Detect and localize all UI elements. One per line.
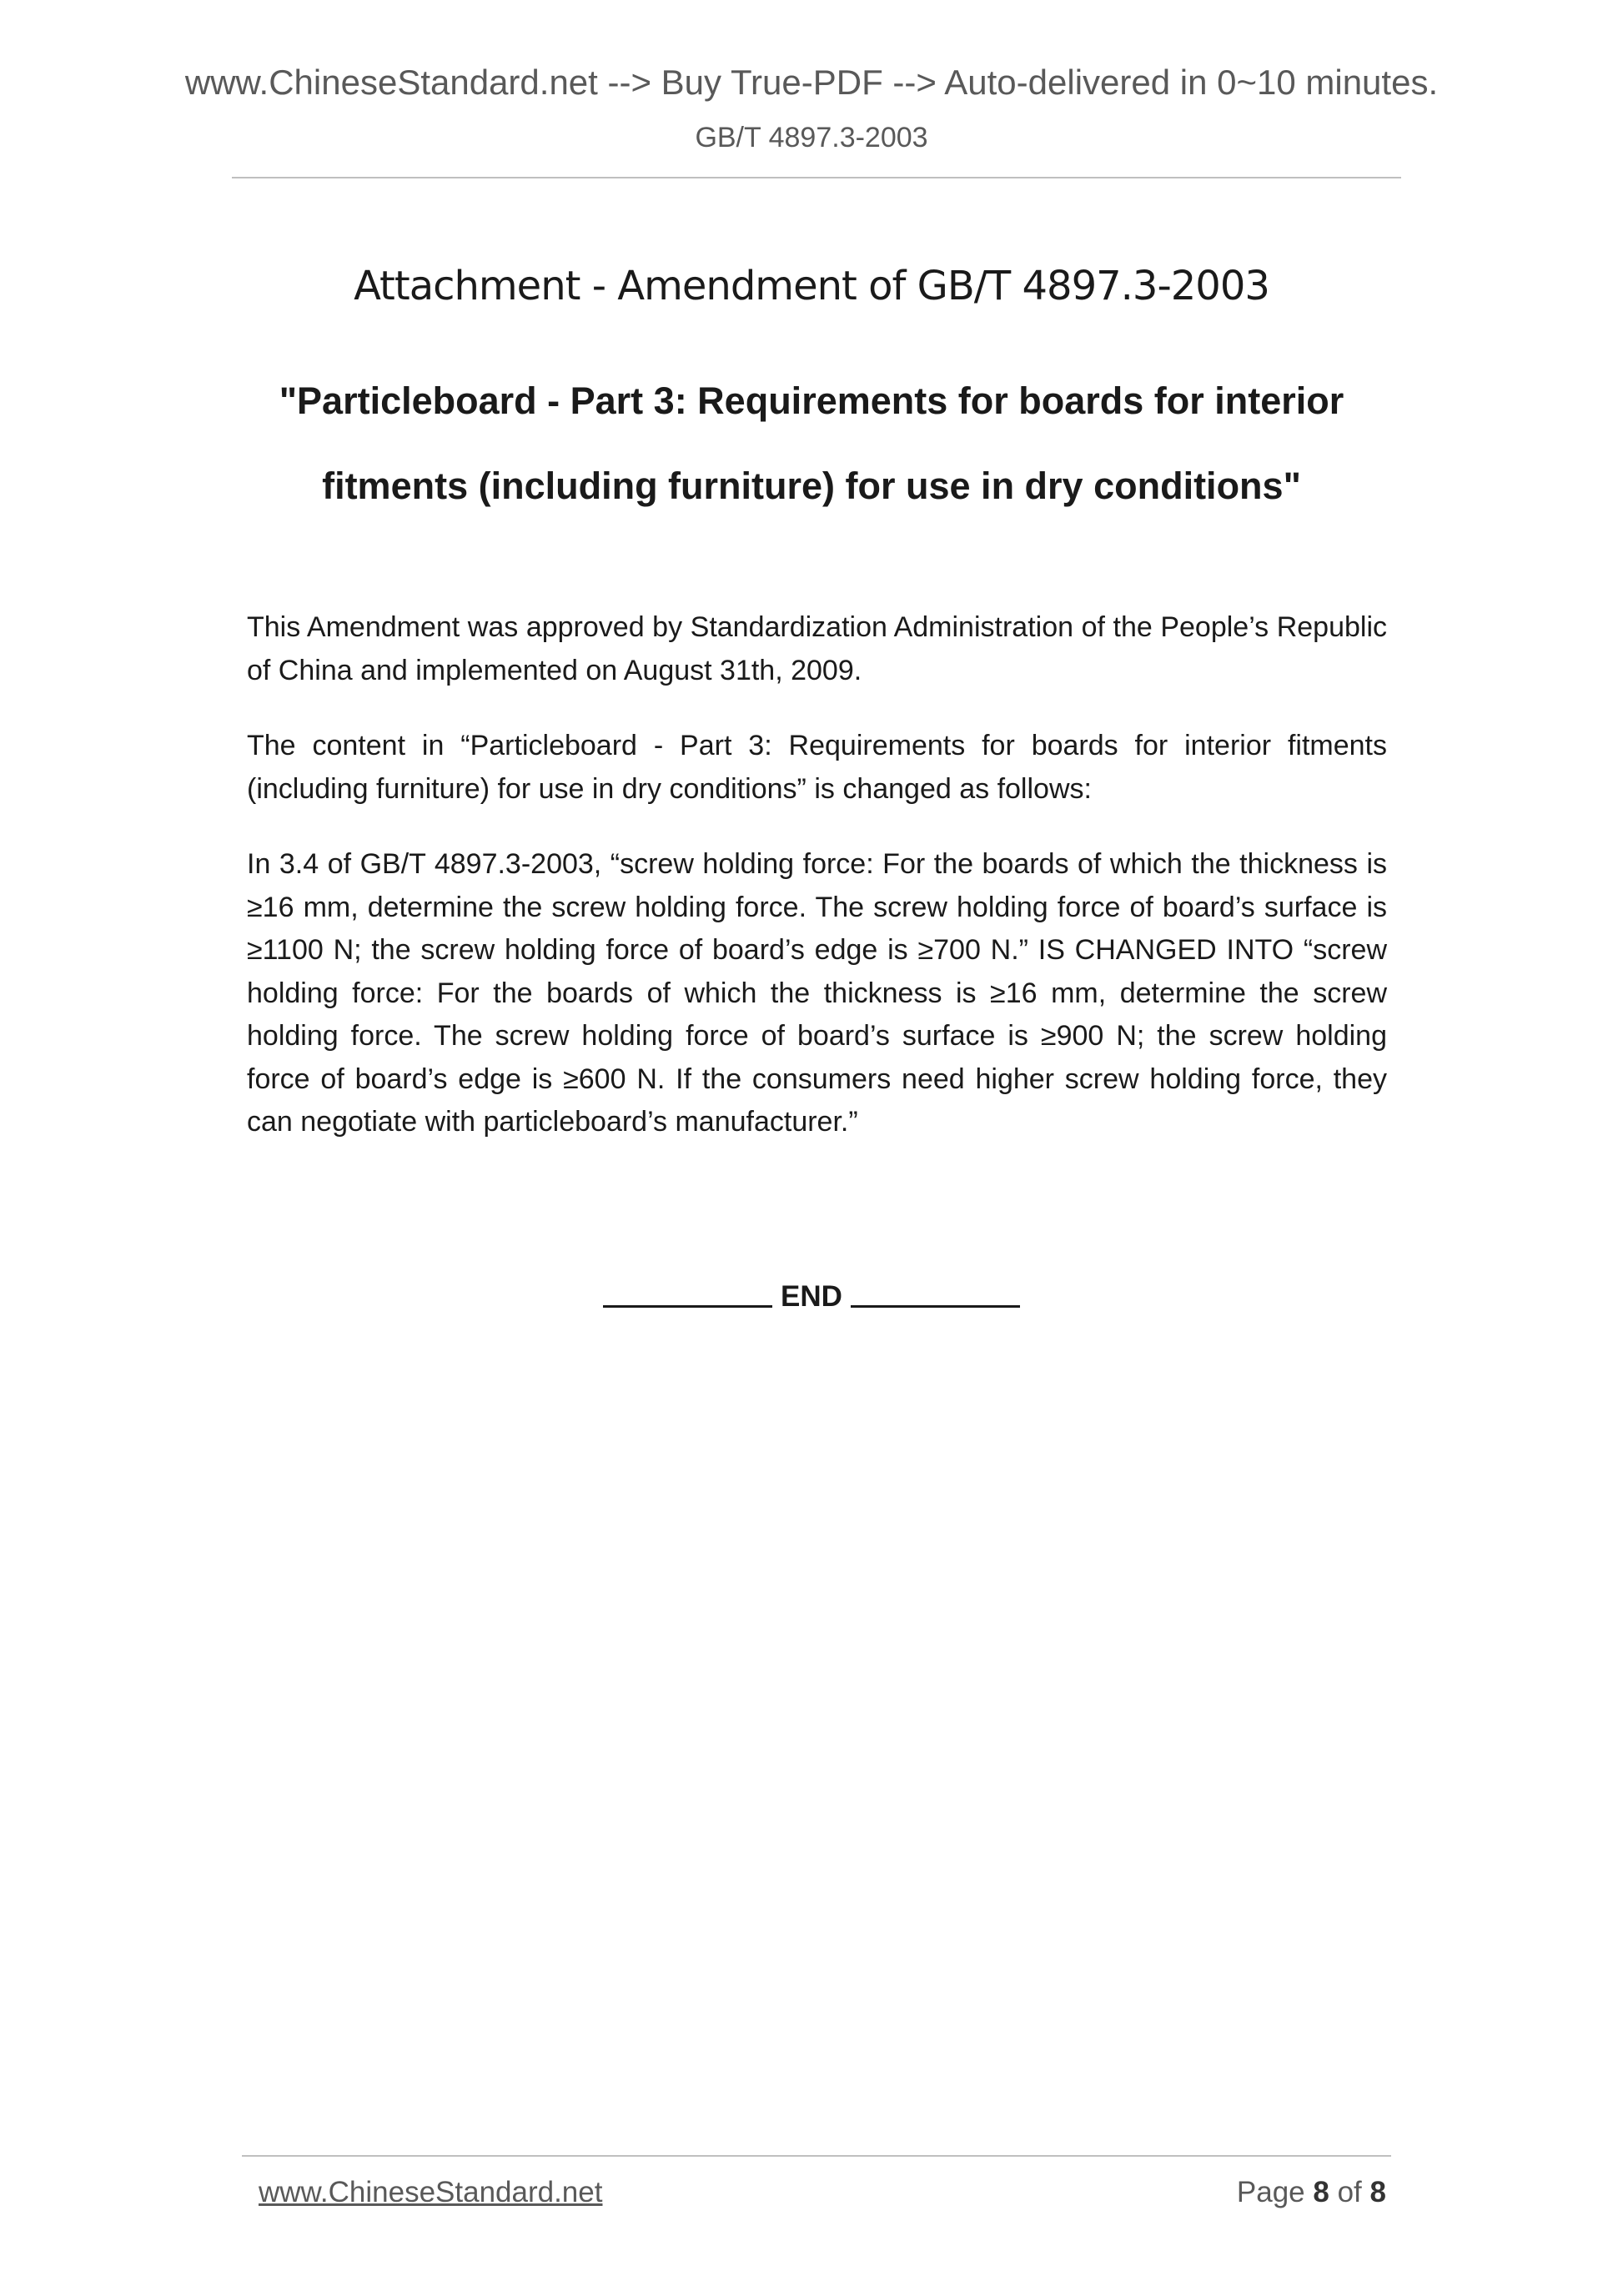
end-line-left [603, 1305, 772, 1308]
top-banner: www.ChineseStandard.net --> Buy True-PDF --> Auto-delivered in 0~10 minutes. [184, 63, 1439, 102]
standard-title-line-1: "Particleboard - Part 3: Requirements for boards for interior [279, 379, 1344, 422]
page-current: 8 [1313, 2176, 1329, 2208]
page-of: of [1337, 2176, 1362, 2208]
end-marker [0, 1280, 1623, 1314]
header-divider [232, 177, 1401, 178]
amendment-paragraph: In 3.4 of GB/T 4897.3-2003, “screw holding force: For the boards of which the thickness is ≥16 mm, determine the screw holding force. The screw holding force of board’s surface is ≥1100 N; the screw holding force of board’s edge is ≥700 N.” IS CHANGED INTO “screw holding force: For the boards of which the thickness is ≥16 mm, determine the screw holding force. The screw holding force of board’s surface is ≥900 N; the screw holding force of board’s edge is ≥600 N. If the consumers need higher screw holding force, they can negotiate with particleboard’s manufacturer.” [247, 848, 1387, 1138]
standard-title-line-2: fitments (including furniture) for use in dry conditions" [322, 465, 1301, 507]
change-intro-paragraph: The content in “Particleboard - Part 3: Requirements for boards for interior fitments (including furniture) for use in dry conditions” is changed as follows: [247, 730, 1387, 805]
footer-divider [242, 2155, 1391, 2157]
end-label: END [781, 1280, 842, 1313]
standard-title [0, 359, 1623, 529]
approval-paragraph: This Amendment was approved by Standardization Administration of the People’s Republic of China and implemented on August 31th, 2009. [247, 611, 1387, 686]
footer-website-link[interactable]: www.ChineseStandard.net [259, 2176, 603, 2208]
end-line-right [851, 1305, 1020, 1308]
document-code: GB/T 4897.3-2003 [695, 122, 928, 153]
attachment-title: Attachment - Amendment of GB/T 4897.3-2003 [354, 263, 1269, 309]
page-total: 8 [1369, 2176, 1386, 2208]
page-word: Page [1236, 2176, 1305, 2208]
page-indicator [1237, 2176, 1386, 2209]
